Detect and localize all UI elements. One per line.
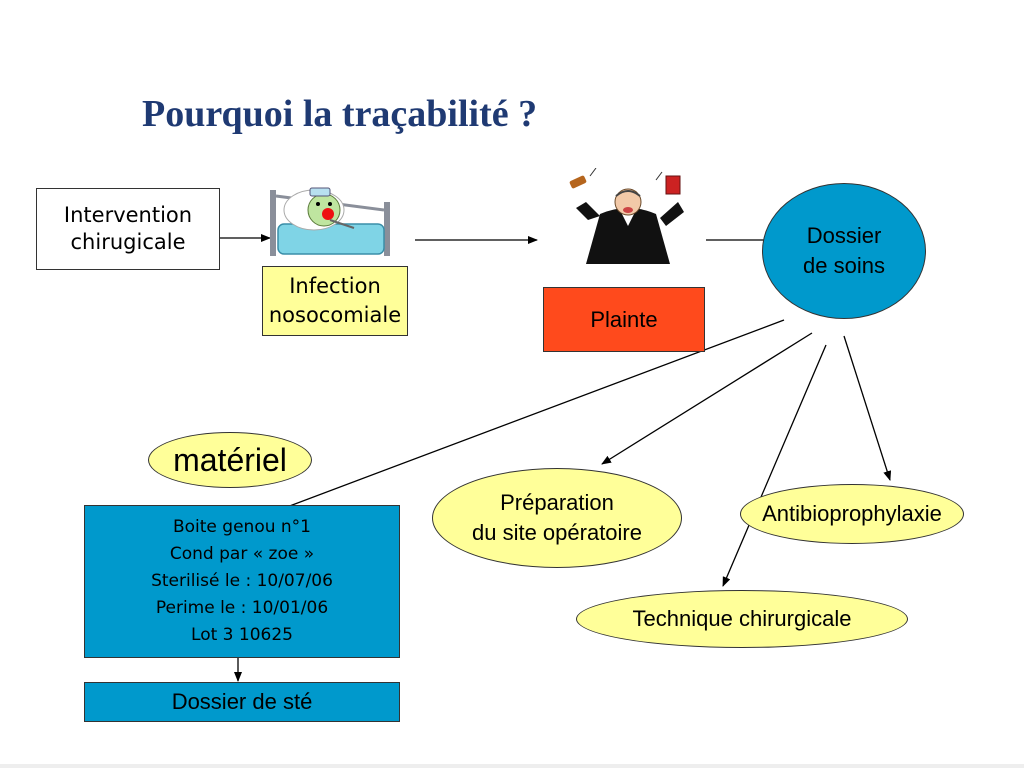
- technique-label: Technique chirurgicale: [632, 606, 852, 631]
- preparation-line-2: du site opératoire: [472, 520, 642, 545]
- lot-info-box: [84, 505, 400, 658]
- infection-line-2: nosocomiale: [268, 303, 402, 327]
- dossier-de-soins-ellipse: [762, 183, 926, 319]
- judge-with-gavel-icon: [566, 168, 690, 272]
- materiel-ellipse: [148, 432, 312, 488]
- dossier-de-ste-box: [84, 682, 400, 722]
- lot-line-4: Perime le : 10/01/06: [155, 598, 329, 618]
- plainte-box: [543, 287, 705, 352]
- dossier-ste-label: Dossier de sté: [171, 689, 313, 714]
- plainte-label: Plainte: [590, 306, 658, 332]
- dossier-line-1: Dossier: [806, 223, 882, 248]
- lot-line-1: Boite genou n°1: [172, 517, 311, 537]
- sick-patient-in-bed-icon: [266, 180, 396, 260]
- preparation-line-1: Préparation: [500, 490, 614, 515]
- antibio-label: Antibioprophylaxie: [762, 501, 942, 526]
- technique-chirurgicale-ellipse: [576, 590, 908, 648]
- preparation-ellipse: [432, 468, 682, 568]
- page-title: Pourquoi la traçabilité ?: [142, 93, 538, 135]
- arrow-dossier-to-antibio: [844, 336, 890, 480]
- arrow-dossier-to-technique: [723, 345, 826, 586]
- arrow-dossier-to-preparation: [602, 333, 812, 464]
- dossier-line-2: de soins: [803, 253, 885, 278]
- intervention-line-1: Intervention: [63, 203, 193, 227]
- intervention-chirurgicale-box: [36, 188, 220, 270]
- materiel-label: matériel: [173, 441, 287, 478]
- lot-line-2: Cond par « zoe »: [169, 544, 315, 564]
- lot-line-3: Sterilisé le : 10/07/06: [151, 571, 333, 591]
- infection-nosocomiale-box: [262, 266, 408, 336]
- intervention-line-2: chirugicale: [70, 230, 186, 254]
- antibioprophylaxie-ellipse: [740, 484, 964, 544]
- lot-line-5: Lot 3 10625: [191, 625, 293, 645]
- infection-line-1: Infection: [289, 274, 381, 298]
- slide-bottom-bar: [0, 764, 1024, 768]
